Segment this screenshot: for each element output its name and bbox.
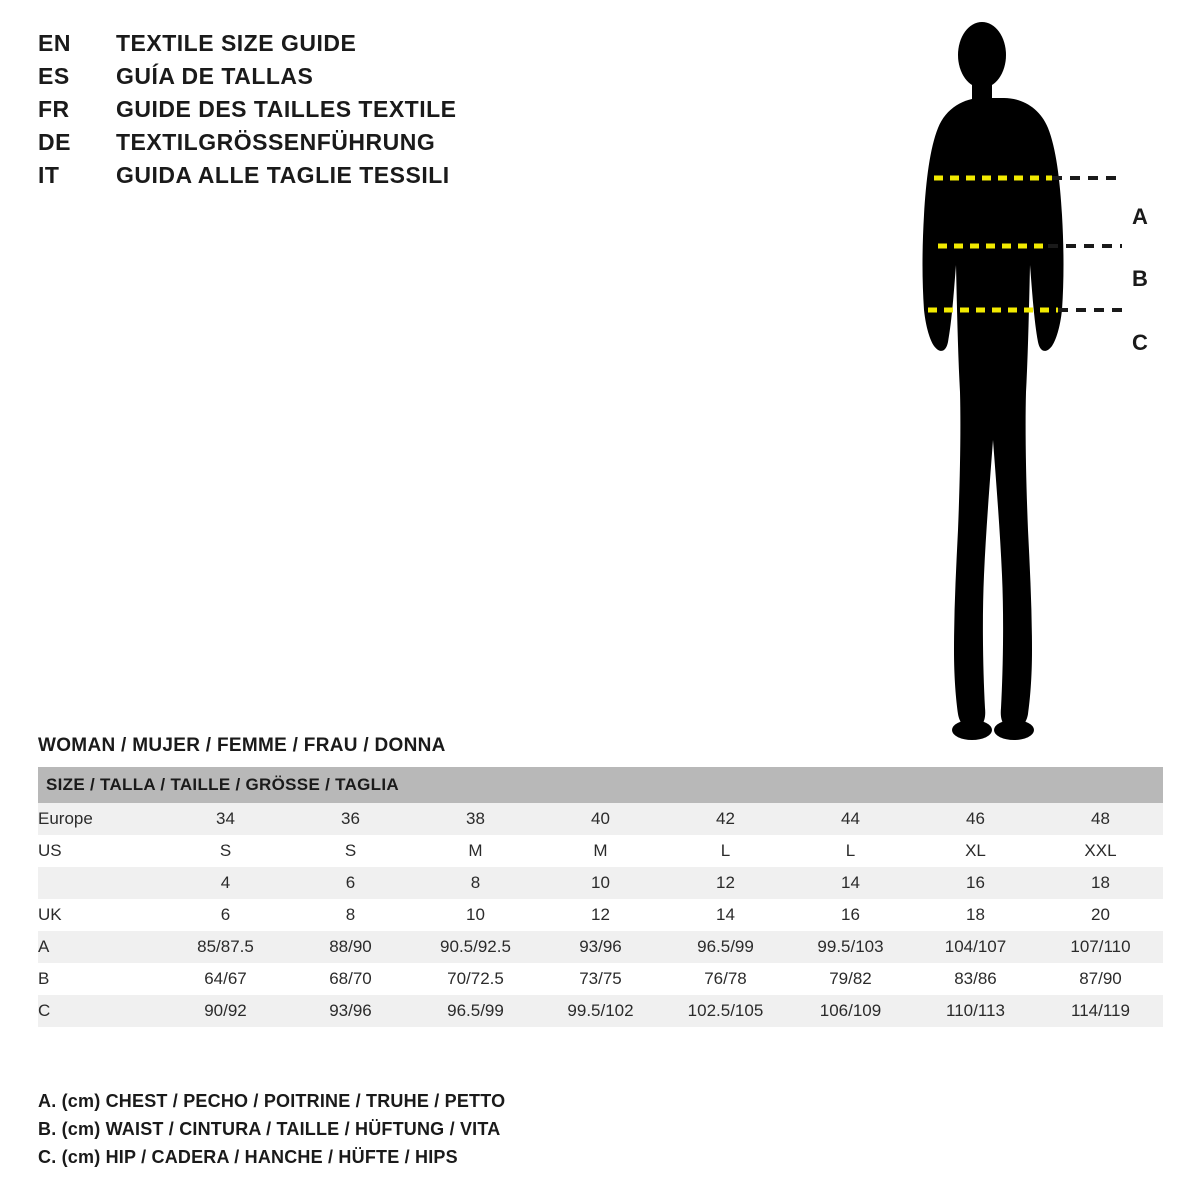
table-row [38,963,1163,995]
cell-c-2: 96.5/99 [413,995,538,1027]
cell-b-6: 83/86 [913,963,1038,995]
footnote-a: A. (cm) CHEST / PECHO / POITRINE / TRUHE / PETTO [38,1091,506,1111]
title-row-it [38,162,598,195]
cell-uk-7: 20 [1038,899,1163,931]
table-row [38,995,1163,1027]
cell-b-2: 70/72.5 [413,963,538,995]
footnotes-block [38,1088,738,1172]
cell-usnum-2: 8 [413,867,538,899]
cell-europe-1: 36 [288,803,413,835]
title-text-en: TEXTILE SIZE GUIDE [116,30,357,56]
cell-usnum-6: 16 [913,867,1038,899]
cell-us-3: M [538,835,663,867]
cell-c-6: 110/113 [913,995,1038,1027]
footnote-c: C. (cm) HIP / CADERA / HANCHE / HÜFTE / HIPS [38,1146,458,1167]
cell-europe-3: 40 [538,803,663,835]
title-row-fr [38,96,598,129]
cell-a-3: 93/96 [538,931,663,963]
title-lang-es: ES [38,63,70,89]
title-block [38,30,598,195]
cell-us-1: S [288,835,413,867]
table-header-row [38,767,1163,803]
footnote-b: B. (cm) WAIST / CINTURA / TAILLE / HÜFTUNG / VITA [38,1118,501,1139]
size-table-body [38,803,1163,1027]
table-row [38,931,1163,963]
cell-c-0: 90/92 [163,995,288,1027]
cell-b-3: 73/75 [538,963,663,995]
cell-b-4: 76/78 [663,963,788,995]
figure-block [860,10,1190,750]
cell-usnum-5: 14 [788,867,913,899]
row-label-uk: UK [38,899,163,931]
row-label-b: B [38,963,163,995]
title-text-es: GUÍA DE TALLAS [116,63,314,89]
cell-c-3: 99.5/102 [538,995,663,1027]
cell-b-7: 87/90 [1038,963,1163,995]
cell-us-0: S [163,835,288,867]
title-lang-de: DE [38,129,71,155]
size-table [38,767,1163,1027]
cell-uk-5: 16 [788,899,913,931]
table-row [38,835,1163,867]
cell-uk-3: 12 [538,899,663,931]
cell-europe-0: 34 [163,803,288,835]
cell-us-2: M [413,835,538,867]
row-label-a: A [38,931,163,963]
cell-europe-2: 38 [413,803,538,835]
title-lang-en: EN [38,30,71,56]
table-row [38,867,1163,899]
title-text-it: GUIDA ALLE TAGLIE TESSILI [116,162,450,188]
cell-a-5: 99.5/103 [788,931,913,963]
cell-uk-0: 6 [163,899,288,931]
cell-c-5: 106/109 [788,995,913,1027]
title-row-en [38,30,598,63]
cell-a-2: 90.5/92.5 [413,931,538,963]
cell-uk-2: 10 [413,899,538,931]
title-lang-fr: FR [38,96,70,122]
cell-uk-1: 8 [288,899,413,931]
table-row [38,899,1163,931]
cell-europe-4: 42 [663,803,788,835]
cell-b-1: 68/70 [288,963,413,995]
cell-c-1: 93/96 [288,995,413,1027]
cell-a-7: 107/110 [1038,931,1163,963]
title-row-de [38,129,598,162]
cell-usnum-4: 12 [663,867,788,899]
cell-us-5: L [788,835,913,867]
cell-usnum-3: 10 [538,867,663,899]
cell-uk-4: 14 [663,899,788,931]
cell-b-5: 79/82 [788,963,913,995]
title-row-es [38,63,598,96]
row-label-us: US [38,835,163,867]
size-table-header: SIZE / TALLA / TAILLE / GRÖSSE / TAGLIA [38,767,1163,803]
cell-europe-7: 48 [1038,803,1163,835]
gender-heading: WOMAN / MUJER / FEMME / FRAU / DONNA [38,735,446,756]
cell-b-0: 64/67 [163,963,288,995]
cell-a-4: 96.5/99 [663,931,788,963]
cell-us-4: L [663,835,788,867]
cell-c-7: 114/119 [1038,995,1163,1027]
cell-c-4: 102.5/105 [663,995,788,1027]
cell-uk-6: 18 [913,899,1038,931]
cell-usnum-0: 4 [163,867,288,899]
size-table-head [38,767,1163,803]
cell-a-0: 85/87.5 [163,931,288,963]
cell-us-6: XL [913,835,1038,867]
table-block [38,735,1163,1027]
row-label-us-numeric [38,867,163,899]
row-label-c: C [38,995,163,1027]
cell-us-7: XXL [1038,835,1163,867]
female-silhouette-icon [860,10,1190,750]
cell-europe-5: 44 [788,803,913,835]
title-lang-it: IT [38,162,60,188]
measure-label-a: A [1132,204,1148,229]
title-text-de: TEXTILGRÖSSENFÜHRUNG [116,129,436,155]
cell-usnum-7: 18 [1038,867,1163,899]
cell-a-6: 104/107 [913,931,1038,963]
cell-a-1: 88/90 [288,931,413,963]
measure-label-b: B [1132,266,1148,291]
cell-europe-6: 46 [913,803,1038,835]
title-text-fr: GUIDE DES TAILLES TEXTILE [116,96,457,122]
row-label-europe: Europe [38,803,163,835]
measure-label-c: C [1132,330,1148,355]
table-row [38,803,1163,835]
cell-usnum-1: 6 [288,867,413,899]
